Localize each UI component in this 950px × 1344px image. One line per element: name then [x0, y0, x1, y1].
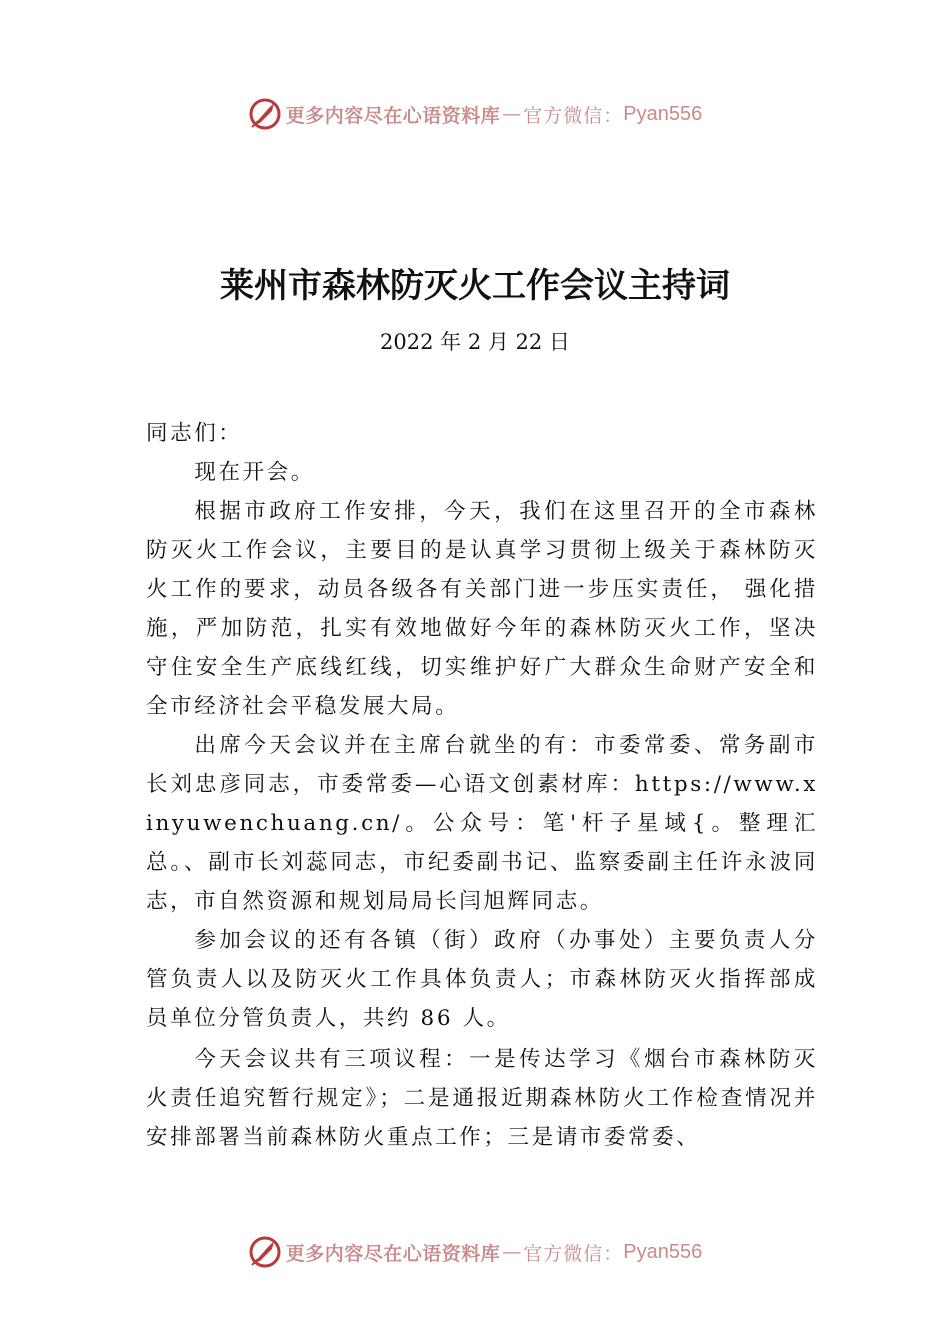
banner-label: 官方微信：	[523, 104, 624, 127]
banner-separator: —	[502, 103, 522, 125]
paragraph: 今天会议共有三项议程：一是传达学习《烟台市森林防灭火责任追究暂行规定》；二是通报近期森林防火工作检查情况并安排部署当前森林防火重点工作；三是请市委常委、	[146, 1047, 818, 1150]
quill-logo-icon	[248, 1235, 282, 1269]
footer-banner	[0, 1232, 950, 1272]
paragraph: 根据市政府工作安排，今天，我们在这里召开的全市森林防灭火工作会议，主要目的是认真学习贯彻上级关于森林防灭火工作的要求，动员各级各有关部门进一步压实责任， 强化措施，严加防范，扎实有效地做好今年的森林防灭火工作，坚决守住安全生产底线红线，切实维护好广大群众生命财产安全和全市经济社会平稳发展大局。	[146, 499, 818, 719]
banner-text: 更多内容尽在心语资料库	[285, 104, 501, 127]
banner-separator: —	[502, 1241, 522, 1263]
banner-label: 官方微信：	[523, 1242, 624, 1265]
header-banner	[0, 94, 950, 134]
banner-text: 更多内容尽在心语资料库	[285, 1242, 501, 1265]
paragraph: 现在开会。	[194, 460, 315, 485]
banner-wechat-id: Pyan556	[623, 1240, 703, 1263]
salutation: 同志们：	[146, 421, 243, 446]
paragraph: 出席今天会议并在主席台就坐的有：市委常委、常务副市长刘忠彦同志，市委常委—心语文创素材库：https://www.xinyuwenchuang.cn/。公众号：笔'杆子星域{。整理汇总。、副市长刘蕊同志，市纪委副书记、监察委副主任许永波同志，市自然资源和规划局局长闫旭辉同志。	[146, 733, 818, 914]
quill-logo-icon	[248, 97, 282, 131]
document-title: 莱州市森林防灭火工作会议主持词	[220, 266, 730, 306]
document-date: 2022 年 2 月 22 日	[380, 330, 570, 354]
banner-wechat-id: Pyan556	[623, 102, 703, 125]
document-body	[146, 414, 818, 1157]
paragraph: 参加会议的还有各镇（街）政府（办事处）主要负责人分管负责人以及防灭火工作具体负责人；市森林防灭火指挥部成员单位分管负责人，共约 86 人。	[146, 928, 818, 1031]
